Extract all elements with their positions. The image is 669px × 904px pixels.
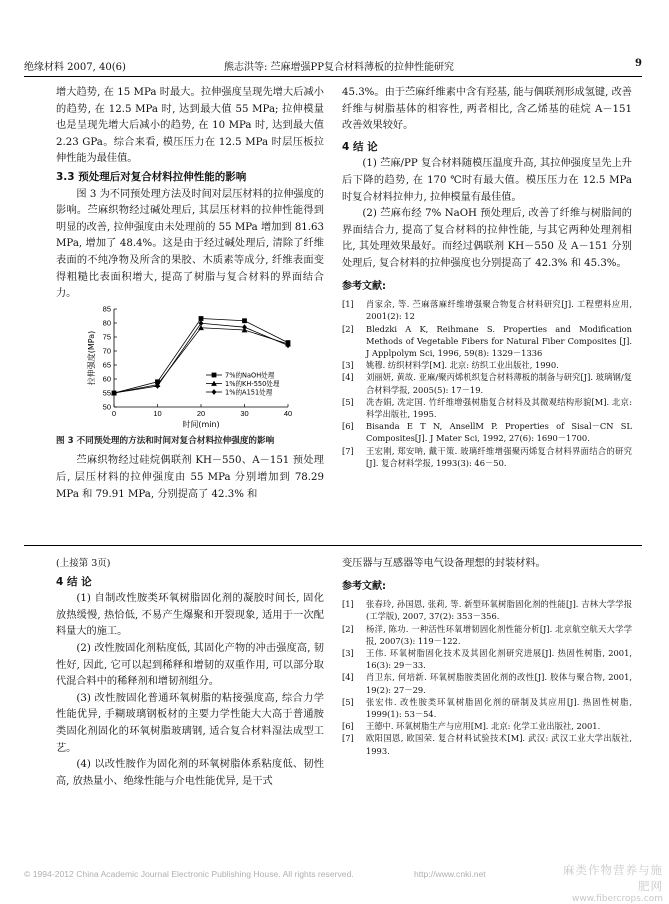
section-heading: 4 结 论 [56, 575, 92, 588]
x-tick-label: 0 [111, 408, 117, 418]
paragraph: (4) 以改性胺作为固化剂的环氧树脂体系粘度低、韧性高, 放热量小、绝缘性能与介电性能优异, 是干式 [56, 759, 324, 787]
reference-number: [2] [342, 323, 354, 334]
reference-number: [6] [342, 721, 354, 732]
x-axis-label: 时间(min) [182, 419, 220, 429]
watermark-en: www.fibercrops.com [572, 894, 663, 904]
reference-item [342, 396, 632, 420]
reference-number: [4] [342, 672, 354, 683]
reference-item [342, 420, 632, 444]
figure-caption: 图 3 不同预处理的方法和时间对复合材料拉伸强度的影响 [56, 435, 275, 446]
paragraph: (1) 苎麻/PP 复合材料随模压温度升高, 其拉伸强度呈先上升后下降的趋势, 在 170 ℃时有最大值。模压压力在 12.5 MPa 时复合材料拉伸力, 拉伸模量有最佳值。 [342, 158, 632, 203]
reference-number: [1] [342, 299, 354, 310]
reference-number: [5] [342, 396, 354, 407]
paragraph: 变压器与互感器等电气设备理想的封装材料。 [342, 558, 546, 569]
paragraph: 增大趋势, 在 15 MPa 时最大。拉伸强度呈现先增大后减小的趋势, 在 12.5 MPa 时, 达到最大值 55 MPa; 拉伸模量也是呈现先增大后减小的趋势, 在 10 MPa 时, 达到最大值 2.23 GPa。综合来看, 模压压力在 12.5 MPa 时层压板拉伸性能为最佳值。 [56, 87, 324, 165]
reference-list [342, 598, 632, 757]
reference-text: Bledzki A K, Reihmane S. Properties and Modification Methods of Vegetable Fibers for Natural Fiber Composites [J]. J Applpolym Sci, 1996, 59(8): 1329－1336 [366, 323, 632, 358]
reference-item [342, 671, 632, 695]
reference-text: 张春玲, 孙国恩, 张莉, 等. 新型环氧树脂固化剂的性能[J]. 吉林大学学报(工学版), 2007, 37(2): 353－356. [366, 599, 632, 622]
legend-label: 1%的KH-550处理 [225, 379, 280, 388]
section-heading: 3.3 预处理后对复合材料拉伸性能的影响 [56, 170, 247, 183]
references-heading: 参考文献: [342, 280, 386, 292]
x-tick-label: 10 [153, 408, 162, 418]
reference-text: 王伟. 环氧树脂固化技术及其固化剂研究进展[J]. 热固性树脂, 2001, 16(3): 29－33. [366, 648, 632, 671]
y-tick-label: 70 [102, 346, 111, 356]
reference-item [342, 298, 632, 322]
reference-number: [3] [342, 360, 354, 371]
cnki-url: http://www.cnki.net [414, 869, 486, 879]
reference-item [342, 371, 632, 395]
left-column-bottom [56, 556, 324, 790]
right-column-top [342, 85, 632, 469]
y-tick-label: 60 [102, 374, 111, 384]
paragraph: 45.3%。由于苎麻纤维素中含有羟基, 能与偶联剂形成氢键, 改善纤维与树脂基体的相容性, 两者相比, 含乙烯基的硅烷 A－151 改善效果较好。 [342, 87, 632, 132]
reference-text: Bisanda E T N, AnsellM P. Properties of Sisal－CN SL Composites[J]. J Mater Sci, 1992, 27(6): 1690－1700. [366, 421, 632, 444]
reference-number: [1] [342, 599, 354, 610]
reference-number: [6] [342, 421, 354, 432]
reference-item [342, 732, 632, 756]
reference-text: 张宏伟. 改性胺类环氧树脂固化剂的研制及其应用[J]. 热固性树脂, 1999(1): 53－54. [366, 696, 632, 720]
running-title: 熊志洪等: 苎麻增强PP复合材料薄板的拉伸性能研究 [223, 62, 454, 73]
continuation-note: (上接第 3页) [56, 558, 111, 569]
reference-item [342, 359, 632, 371]
left-column-top [56, 85, 324, 503]
legend-label: 7%的NaOH处理 [225, 371, 275, 380]
paragraph: (2) 苎麻布经 7% NaOH 预处理后, 改善了纤维与树脂间的界面结合力, 提高了复合材料的拉伸性能, 与其它两种处理剂相比, 其处理效果最好。而经过偶联剂 KH－550 及 A－151 分别处理后, 复合材料的拉伸强度也分别提高了 42.3% 和 45.3%。 [342, 208, 632, 269]
reference-item [342, 598, 632, 622]
paragraph: (3) 改性胺固化普通环氧树脂的粘接强度高, 综合力学性能优异, 手糊玻璃钢板材的主要力学性能大大高于普通胺类固化剂固化的环氧树脂玻璃钢, 适合复合材料湿法成型工艺。 [56, 692, 324, 754]
legend-marker [212, 372, 217, 377]
reference-text: 王德中. 环氧树脂生产与应用[M]. 北京: 化学工业出版社, 2001. [366, 721, 601, 732]
journal-info: 绝缘材料 2007, 40(6) [24, 62, 126, 73]
references-heading: 参考文献: [342, 580, 386, 592]
paragraph: 图 3 为不同预处理方法及时间对层压材料的拉伸强度的影响。苎麻织物经过碱处理后, 其层压材料的拉伸性能得到明显的改善, 拉伸强度由未处理前的 55 MPa 增加到 81.63 MPa, 增加了 48.4%。这是由于经过碱处理后, 清除了纤维表面的不纯净物及所含的果胶、木质素等成分, 纤维表面变得粗糙比表面积增大, 提高了树脂与复合材料的界面结合力。 [56, 188, 324, 300]
reference-number: [2] [342, 623, 354, 634]
y-tick-label: 80 [102, 318, 111, 328]
x-tick-label: 30 [240, 408, 249, 418]
figure-3-chart [56, 303, 324, 431]
section-heading: 4 结 论 [342, 140, 378, 153]
legend-label: 1%的A151处理 [225, 388, 273, 397]
reference-item [342, 323, 632, 360]
article-separator-rule [24, 545, 642, 546]
reference-text: 刘丽妍, 黄故. 亚麻/聚丙烯机织复合材料薄板的制备与研究[J]. 玻璃钢/复合材料学报, 2005(5): 17－19. [366, 372, 632, 395]
y-tick-label: 55 [102, 388, 111, 398]
reference-number: [7] [342, 733, 354, 744]
watermark [558, 862, 663, 904]
watermark-cn: 麻类作物营养与施肥网 [563, 863, 663, 893]
reference-text: 王宏刚, 郑安呐, 戴干策. 玻璃纤维增强聚丙烯复合材料界面结合的研究[J]. 复合材料学报, 1993(3): 46－50. [366, 445, 632, 468]
paragraph: (2) 改性胺固化剂粘度低, 其固化产物的冲击强度高, 韧性好, 因此, 它可以起到稀释和增韧的双重作用, 可以部分取代混合料中的稀释剂和增韧剂组分。 [56, 642, 324, 688]
y-tick-label: 85 [102, 304, 111, 314]
reference-text: 冼杏娟, 冼定国. 竹纤维增强树脂复合材料及其微观结构形貌[M]. 北京: 科学出版社, 1995. [366, 396, 632, 419]
reference-number: [7] [342, 445, 354, 456]
reference-text: 杨洋, 陈功. 一种活性环氧增韧固化剂性能分析[J]. 北京航空航天大学学报, 2007(3): 119－122. [366, 623, 632, 646]
reference-text: 肖卫东, 何培新. 环氧树脂胺类固化剂的改性[J]. 胶体与聚合物, 2001, 19(2): 27－29. [366, 672, 632, 695]
reference-text: 姚穆. 纺织材料学[M]. 北京: 纺织工业出版社, 1990. [366, 360, 559, 371]
reference-number: [3] [342, 648, 354, 658]
x-tick-label: 40 [283, 408, 293, 418]
x-tick-label: 20 [196, 408, 206, 418]
header-rule [24, 76, 642, 77]
copyright-text: © 1994-2012 China Academic Journal Electronic Publishing House. All rights reserved. [24, 869, 354, 879]
data-point [242, 318, 247, 323]
running-header [24, 58, 642, 74]
data-point [242, 324, 247, 330]
reference-number: [4] [342, 372, 354, 383]
reference-item [342, 445, 632, 469]
reference-text: 欧阳国恩, 欧国荣. 复合材料试验技术[M]. 武汉: 武汉工业大学出版社, 1993. [366, 733, 632, 756]
paragraph: 苎麻织物经过硅烷偶联剂 KH－550、A－151 预处理后, 层压材料的拉伸强度由 55 MPa 分别增加到 78.29 MPa 和 79.91 MPa, 分别提高了 42.3% 和 [56, 455, 324, 500]
reference-item [342, 647, 632, 671]
reference-item [342, 696, 632, 720]
reference-text: 肖家余, 等. 苎麻落麻纤维增强聚合物复合材料研究[J]. 工程塑料应用, 2001(2): 12 [366, 299, 632, 322]
reference-list [342, 298, 632, 469]
data-point [199, 316, 204, 321]
y-tick-label: 50 [102, 402, 111, 412]
page-number: 9 [635, 58, 642, 69]
y-tick-label: 65 [102, 360, 111, 370]
y-tick-label: 75 [102, 332, 111, 342]
legend-marker [212, 389, 217, 395]
reference-number: [5] [342, 696, 354, 707]
y-axis-label: 拉伸强度(MPa) [87, 330, 96, 385]
paragraph: (1) 自制改性胺类环氧树脂固化剂的凝胶时间长, 固化放热缓慢, 热恰低, 不易产生爆聚和开裂现象, 适用于一次配料量大的施工。 [56, 593, 324, 638]
reference-item [342, 623, 632, 647]
reference-item [342, 720, 632, 732]
right-column-bottom [342, 556, 632, 757]
